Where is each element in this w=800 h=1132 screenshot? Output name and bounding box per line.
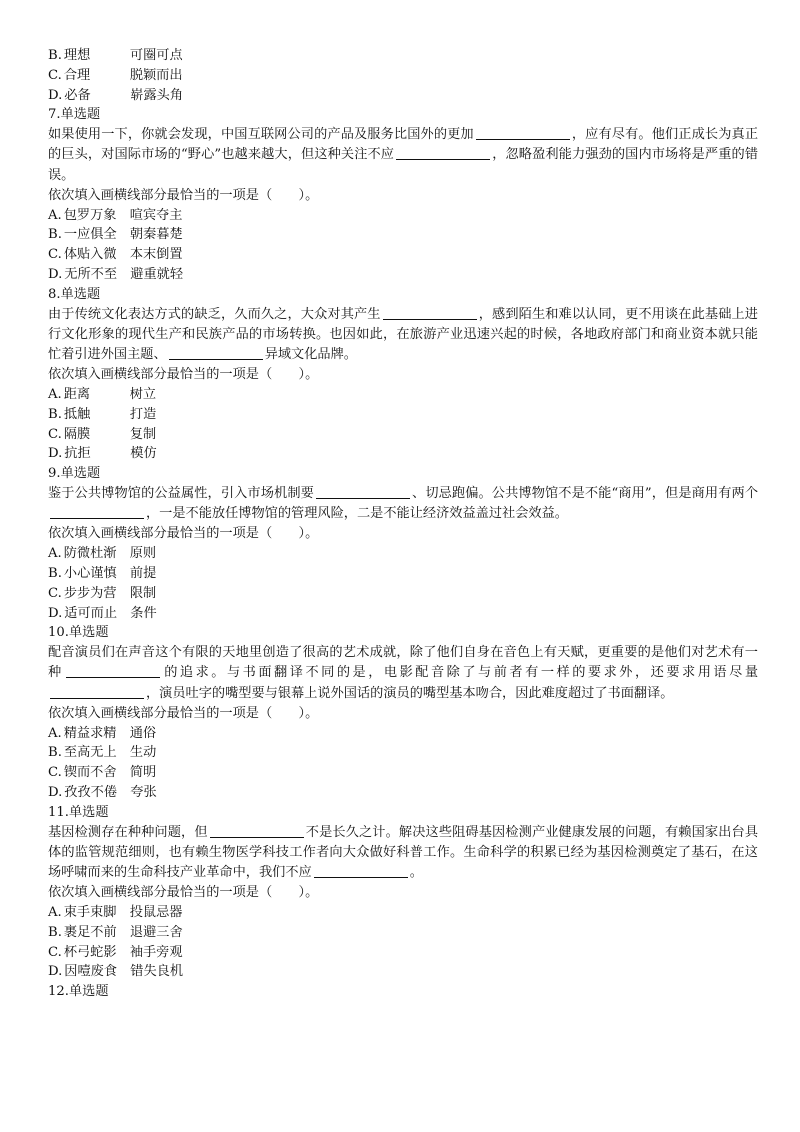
answer-blank[interactable] [50, 685, 144, 699]
question-number: 7. [48, 107, 61, 123]
question-number: 8. [48, 286, 61, 302]
answer-blank[interactable] [314, 864, 408, 878]
option-letter: D. [48, 784, 63, 800]
option-first-word: 抵触 [63, 406, 91, 422]
stem-text: 、切忌跑偏。公共博物馆不是不能“商用”，但是商用有两个 [411, 485, 759, 501]
option-letter: C. [48, 67, 62, 83]
question-number: 11. [48, 804, 69, 820]
option-c[interactable] [48, 584, 758, 604]
answer-blank[interactable] [169, 346, 263, 360]
option-a[interactable] [48, 385, 758, 405]
option-d[interactable] [48, 265, 758, 285]
option-first-word: 孜孜不倦 [64, 784, 118, 800]
question-header [48, 623, 758, 643]
question-stem [48, 643, 758, 704]
option-b[interactable] [48, 923, 758, 943]
question-number: 12. [48, 984, 69, 1000]
stem-text: 异域文化品牌。 [264, 346, 357, 362]
stem-text: 配音演员们在声音这个有限的天地里创造了很高的艺术成就，除了他们自身在音色上有天赋，更重要的是他们对艺术有一种 [48, 645, 758, 681]
question-11 [48, 803, 758, 982]
answer-blank[interactable] [316, 485, 410, 499]
option-b[interactable] [48, 743, 758, 763]
option-letter: C. [48, 944, 62, 960]
option-letter: A. [48, 546, 62, 562]
option-b[interactable] [48, 225, 758, 245]
stem-text: 由于传统文化表达方式的缺乏，久而久之，大众对其产生 [48, 306, 381, 322]
option-second-word: 通俗 [129, 725, 157, 741]
option-d[interactable] [48, 86, 758, 106]
question-stem [48, 305, 758, 366]
option-first-word: 适可而止 [64, 605, 118, 621]
option-first-word: 锲而不舍 [63, 765, 117, 781]
option-second-word: 本末倒置 [129, 247, 183, 263]
option-second-word: 崭露头角 [130, 87, 184, 103]
option-first-word: 至高无上 [63, 745, 117, 761]
answer-blank[interactable] [66, 664, 160, 678]
option-second-word: 生动 [129, 745, 157, 761]
option-letter: D. [48, 446, 63, 462]
option-letter: B. [48, 924, 62, 940]
option-letter: B. [48, 227, 62, 243]
question-prompt: 依次填入画横线部分最恰当的一项是（ ）。 [48, 705, 319, 721]
document-page [48, 46, 758, 1002]
answer-blank[interactable] [50, 505, 144, 519]
option-letter: B. [48, 745, 62, 761]
option-letter: C. [48, 247, 62, 263]
option-first-word: 距离 [63, 386, 91, 402]
option-letter: B. [48, 565, 62, 581]
option-d[interactable] [48, 604, 758, 624]
option-letter: C. [48, 426, 62, 442]
question-number: 9. [48, 466, 61, 482]
option-letter: D. [48, 964, 63, 980]
option-b[interactable] [48, 405, 758, 425]
option-letter: B. [48, 406, 62, 422]
option-a[interactable] [48, 544, 758, 564]
question-header [48, 982, 758, 1002]
question-type: 单选题 [68, 625, 109, 641]
option-b[interactable] [48, 46, 758, 66]
option-c[interactable] [48, 425, 758, 445]
question-10 [48, 623, 758, 802]
stem-text: ，忽略盈利能力强劲的国内市场将是严重的错误。 [48, 147, 759, 183]
option-second-word: 朝秦暮楚 [129, 227, 183, 243]
option-first-word: 小心谨慎 [63, 565, 117, 581]
option-second-word: 打造 [129, 406, 157, 422]
answer-blank[interactable] [210, 824, 304, 838]
option-second-word: 夸张 [130, 784, 157, 800]
option-first-word: 裹足不前 [63, 924, 117, 940]
option-first-word: 隔膜 [63, 426, 91, 442]
option-letter: A. [48, 386, 62, 402]
option-second-word: 模仿 [130, 446, 157, 462]
option-d[interactable] [48, 444, 758, 464]
option-letter: A. [48, 207, 62, 223]
stem-text: ，一是不能放任博物馆的管理风险，二是不能让经济效益盖过社会效益。 [146, 506, 568, 522]
question-type: 单选题 [68, 984, 109, 1000]
question-header [48, 464, 758, 484]
question-8 [48, 285, 758, 464]
question-stem [48, 125, 758, 186]
option-second-word: 树立 [129, 386, 157, 402]
answer-blank[interactable] [383, 306, 477, 320]
stem-text: 不是长久之计。解决这些阻碍基因检测产业健康发展的问题，有赖国家出台具体的监管规范细则，也有赖生物医学科技工作者向大众做好科普工作。生命科学的积累已经为基因检测奠定了基石，在这场呼啸而来的生命科技产业革命中，我们不应 [48, 824, 759, 880]
option-a[interactable] [48, 724, 758, 744]
question-header [48, 105, 758, 125]
option-first-word: 无所不至 [64, 266, 118, 282]
option-letter: C. [48, 585, 62, 601]
question-stem [48, 484, 758, 524]
option-second-word: 可圈可点 [129, 48, 183, 63]
stem-text: 鉴于公共博物馆的公益属性，引入市场机制要 [48, 485, 314, 501]
option-second-word: 袖手旁观 [129, 944, 183, 960]
option-second-word: 前提 [129, 565, 157, 581]
option-second-word: 脱颖而出 [129, 67, 183, 83]
option-second-word: 条件 [130, 605, 157, 621]
option-second-word: 退避三舍 [129, 924, 183, 940]
option-first-word: 步步为营 [63, 585, 117, 601]
option-c[interactable] [48, 943, 758, 963]
question-type: 单选题 [60, 466, 101, 482]
option-first-word: 理想 [63, 48, 91, 63]
answer-blank[interactable] [396, 146, 490, 160]
question-header [48, 803, 758, 823]
question-prompt: 依次填入画横线部分最恰当的一项是（ ）。 [48, 187, 319, 203]
question-prompt: 依次填入画横线部分最恰当的一项是（ ）。 [48, 885, 319, 901]
option-letter: D. [48, 87, 63, 103]
option-second-word: 错失良机 [130, 964, 184, 980]
question-prompt: 依次填入画横线部分最恰当的一项是（ ）。 [48, 367, 319, 383]
stem-text: ，演员吐字的嘴型要与银幕上说外国话的演员的嘴型基本吻合，因此难度超过了书面翻译。 [146, 685, 674, 701]
option-first-word: 精益求精 [63, 725, 117, 741]
option-second-word: 复制 [129, 426, 157, 442]
option-c[interactable] [48, 66, 758, 86]
option-letter: C. [48, 765, 62, 781]
stem-text: 的追求。与书面翻译不同的是，电影配音除了与前者有一样的要求外，还要求用语尽量 [161, 665, 759, 681]
stem-text: ，感到陌生和难以认同，更不用谈在此基础上进行文化形象的现代生产和民族产品的市场转换。也因如此，在旅游产业迅速兴起的时候，各地政府部门和商业资本就只能忙着引进外国主题、 [48, 306, 758, 362]
question-7 [48, 105, 758, 284]
option-first-word: 体贴入微 [63, 247, 117, 263]
option-letter: D. [48, 605, 63, 621]
option-first-word: 束手束脚 [63, 904, 117, 920]
option-b[interactable] [48, 564, 758, 584]
option-c[interactable] [48, 245, 758, 265]
stem-text: 基因检测存在种种问题，但 [48, 824, 208, 840]
option-first-word: 合理 [63, 67, 91, 83]
option-letter: A. [48, 725, 62, 741]
question-9 [48, 464, 758, 623]
option-a[interactable] [48, 903, 758, 923]
question-type: 单选题 [60, 286, 101, 302]
stem-text: ，应有尽有。他们正成长为真正的巨头，对国际市场的“野心”也越来越大，但这种关注不应 [48, 127, 759, 163]
stem-text: 。 [409, 864, 423, 880]
option-first-word: 一应俱全 [63, 227, 117, 243]
option-second-word: 投鼠忌器 [129, 904, 183, 920]
question-prompt: 依次填入画横线部分最恰当的一项是（ ）。 [48, 526, 319, 542]
option-second-word: 原则 [129, 546, 157, 562]
option-first-word: 因噎废食 [64, 964, 118, 980]
option-first-word: 抗拒 [64, 446, 91, 462]
option-letter: A. [48, 904, 62, 920]
option-first-word: 防微杜渐 [63, 546, 117, 562]
option-d[interactable] [48, 783, 758, 803]
option-first-word: 包罗万象 [63, 207, 117, 223]
answer-blank[interactable] [476, 126, 570, 140]
option-first-word: 必备 [64, 87, 91, 103]
option-second-word: 避重就轻 [130, 266, 184, 282]
question-12 [48, 982, 758, 1002]
question-number: 10. [48, 625, 69, 641]
question-type: 单选题 [60, 107, 101, 123]
option-second-word: 喧宾夺主 [129, 207, 183, 223]
option-a[interactable] [48, 206, 758, 226]
question-stem [48, 823, 758, 884]
option-d[interactable] [48, 962, 758, 982]
option-letter: D. [48, 266, 63, 282]
stem-text: 如果使用一下，你就会发现，中国互联网公司的产品及服务比国外的更加 [48, 127, 474, 143]
option-second-word: 简明 [129, 765, 157, 781]
option-letter: B. [48, 48, 62, 63]
option-c[interactable] [48, 763, 758, 783]
option-first-word: 杯弓蛇影 [63, 944, 117, 960]
question-header [48, 285, 758, 305]
option-second-word: 限制 [129, 585, 157, 601]
question-type: 单选题 [68, 804, 109, 820]
prev-options [48, 46, 758, 105]
